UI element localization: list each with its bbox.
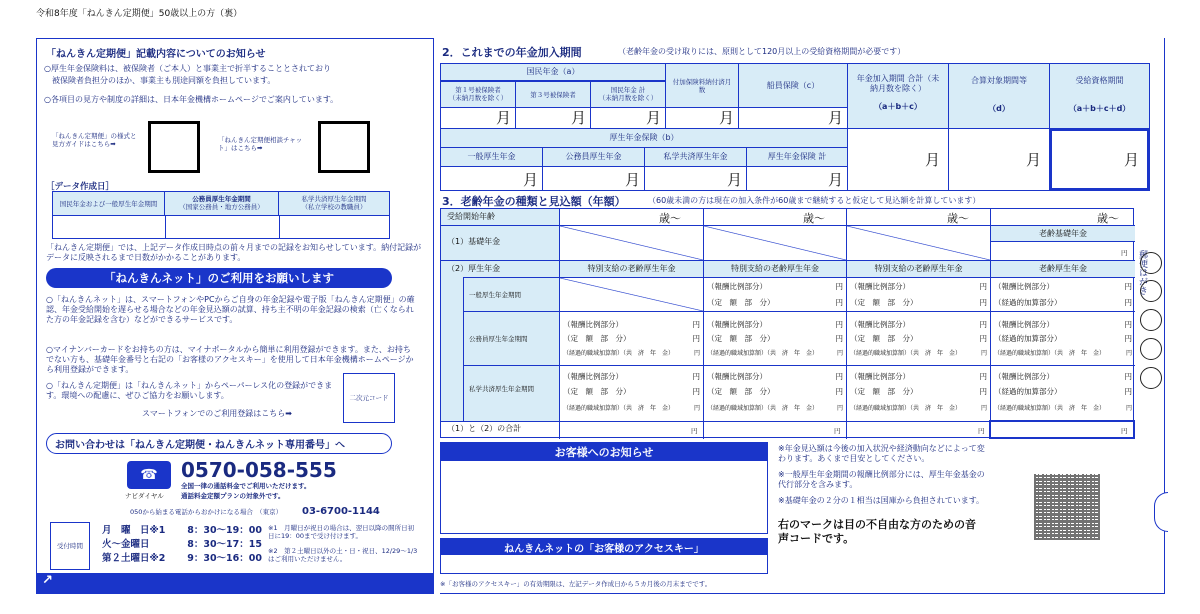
jukyu-header <box>1049 63 1150 129</box>
age-2: 歳〜 <box>803 212 825 225</box>
hosyu-label: （報酬比例部分） <box>707 372 767 381</box>
tokubetsu-3: 特別支給の老齢厚生年金 <box>847 261 990 277</box>
sec3-sub: （60歳未満の方は現在の加入条件が60歳まで継続すると仮定して見込額を計算しています） <box>648 196 981 205</box>
hours-row <box>102 552 262 566</box>
shigaku-keika-2 <box>704 403 846 412</box>
yen-label: 円 <box>979 387 987 396</box>
remark-2: ※一般厚生年金期間の報酬比例部分には、厚生年金基金の代行部分を含みます。 <box>778 470 985 489</box>
data-date-table <box>52 191 390 239</box>
shigaku-hosyu-2 <box>704 371 846 382</box>
hours-foot1: ※1 月曜日が祝日の場合は、翌日以降の開所日初日に19：00まで受け付けます。 <box>268 524 415 540</box>
shigaku-teigaku-1 <box>560 386 703 397</box>
hours-time: 9：30〜16：00 <box>187 553 262 564</box>
hosyu-label: （報酬比例部分） <box>994 320 1054 329</box>
komuin-keika-3 <box>847 348 990 357</box>
shigaku-teigaku-3 <box>847 386 990 397</box>
keika-kasan-label: （経過的加算部分） <box>994 334 1062 343</box>
net-p3-link[interactable]: スマートフォンでのご利用登録はこちら➡ <box>142 409 292 418</box>
yen-label: 円 <box>979 334 987 343</box>
notice-line2: 被保険者負担分のほか、事業主も別途同額を負担しています。 <box>44 76 276 85</box>
net-code-label: 二次元コード <box>349 394 389 402</box>
komuin-teigaku-1 <box>560 333 703 344</box>
komuin-teigaku-2 <box>704 333 846 344</box>
yen-label: 円 <box>692 334 700 343</box>
g1-value: 月 <box>440 166 543 191</box>
hours-day: 月 曜 日※1 <box>102 525 166 536</box>
sum-label: （1）と（2）の合計 <box>447 424 522 433</box>
yen-label: 円 <box>980 405 987 412</box>
gassan-label: 合算対象期間等 <box>971 76 1027 85</box>
kiso-label: （1）基礎年金 <box>447 237 501 246</box>
keika-label: （経過的職域加算額）（共 済 年 金） <box>707 350 819 357</box>
jukyu-value: 月 <box>1049 128 1150 191</box>
navi-dial-icon: ☎ <box>127 461 171 489</box>
data-date-col2: 公務員厚生年金期間 <box>192 195 251 203</box>
k1-sub: （未納月数を除く） <box>448 94 508 102</box>
yen-label: 円 <box>1124 298 1132 307</box>
komuin-label: 公務員厚生年金期間 <box>469 335 528 343</box>
shigaku-hosyu-1 <box>560 371 703 382</box>
senin-value: 月 <box>738 107 848 129</box>
keika-label: （経過的職域加算額）（共 済 年 金） <box>563 405 675 412</box>
fuka-value: 月 <box>665 107 739 129</box>
ippan-hosyu-2 <box>704 281 846 292</box>
k3-value: 月 <box>515 107 591 129</box>
age-3: 歳〜 <box>947 212 969 225</box>
contact-heading: お問い合わせは「ねんきん定期便・ねんきんネット専用番号」へ <box>46 433 392 454</box>
contact-note2: 通話料金定額プランの対象外です。 <box>181 492 285 500</box>
contact-alt-label: 050から始まる電話からおかけになる場合 （東京） <box>130 508 283 516</box>
data-date-col3-cell <box>279 192 389 216</box>
yen-label: 円 <box>836 350 843 357</box>
divider <box>463 365 1135 366</box>
shigaku-kasan-4 <box>991 386 1135 397</box>
arrow-icon: ↗ <box>36 573 434 594</box>
data-date-col2-sub: （国家公務員・地方公務員） <box>179 203 264 211</box>
hosyu-label: （報酬比例部分） <box>563 320 623 329</box>
yen-label: 円 <box>692 387 700 396</box>
g3-header: 私学共済厚生年金 <box>644 147 747 167</box>
yen-label: 円 <box>835 372 843 381</box>
punch-circle <box>1140 367 1162 389</box>
g2-header: 公務員厚生年金 <box>542 147 645 167</box>
yen-label: 円 <box>692 372 700 381</box>
voice-code-note: 右のマークは目の不自由な方のための音声コードです。 <box>778 518 976 545</box>
ippan-keika-4 <box>991 297 1135 308</box>
keika-label: （経過的職域加算額）（共 済 年 金） <box>850 350 962 357</box>
sum-yen-2: 円 <box>834 427 841 435</box>
hosyu-label: （報酬比例部分） <box>994 282 1054 291</box>
komuin-teigaku-3 <box>847 333 990 344</box>
shigaku-keika-3 <box>847 403 990 412</box>
yen-label: 円 <box>1124 334 1132 343</box>
yen-label: 円 <box>1124 372 1132 381</box>
teigaku-label: （定 額 部 分） <box>850 298 918 307</box>
data-date-heading: ［データ作成日］ <box>46 182 115 192</box>
yen-label: 円 <box>836 405 843 412</box>
net-banner: 「ねんきんネット」のご利用をお願いします <box>46 268 392 288</box>
edge-notch <box>1154 492 1168 532</box>
hosyu-label: （報酬比例部分） <box>707 282 767 291</box>
page-header: 令和8年度「ねんきん定期便」50歳以上の方（裏） <box>36 9 243 19</box>
hosyu-label: （報酬比例部分） <box>707 320 767 329</box>
rourei-kiso-label: 老齢基礎年金 <box>991 226 1135 242</box>
yen-label: 円 <box>693 405 700 412</box>
k1-label: 第１号被保険者 <box>455 86 501 94</box>
period-table <box>440 63 1150 191</box>
g1-header: 一般厚生年金 <box>440 147 543 167</box>
komuin-keika-2 <box>704 348 846 357</box>
ippan-teigaku-2 <box>704 297 846 308</box>
komuin-keika-1 <box>560 348 703 357</box>
shigaku-keika-1 <box>560 403 703 412</box>
teigaku-label: （定 額 部 分） <box>563 334 631 343</box>
teigaku-label: （定 額 部 分） <box>850 387 918 396</box>
data-date-note: 「ねんきん定期便」では、上記データ作成日時点の前々月までの記録をお知らせしています。納付記録がデータに反映されるまで日数がかかることがあります。 <box>46 243 422 262</box>
teigaku-label: （定 額 部 分） <box>707 387 775 396</box>
shigaku-label: 私学共済厚生年金期間 <box>469 385 534 393</box>
voice-code <box>1034 474 1100 540</box>
hours-day: 火〜金曜日 <box>102 539 150 550</box>
kiso-slash-3 <box>847 226 990 260</box>
net-code-box[interactable] <box>343 373 395 423</box>
sum-yen-4: 円 <box>1121 427 1128 435</box>
kiso-yen: 円 <box>1121 249 1128 257</box>
sec2-sub: （老齢年金の受け取りには、原則として120月以上の受給資格期間が必要です） <box>618 47 906 56</box>
k3-header: 第３号被保険者 <box>515 81 591 108</box>
fuka-header: 付加保険料納付済月数 <box>665 63 739 108</box>
remark-3: ※基礎年金の２分の１相当は国庫から負担されています。 <box>778 496 985 505</box>
ippan-slash <box>560 278 703 311</box>
kosei-header: 厚生年金保険（b） <box>440 128 848 148</box>
yen-label: 円 <box>979 298 987 307</box>
navi-label: ナビダイヤル <box>125 492 164 500</box>
yen-label: 円 <box>980 350 987 357</box>
total-formula: （a＋b＋c） <box>874 102 922 111</box>
keika-kasan-label: （経過的加算部分） <box>994 298 1062 307</box>
hours-time: 8：30〜17：15 <box>187 539 262 550</box>
access-key-title: ねんきんネットの「お客様のアクセスキー」 <box>441 539 767 555</box>
contact-phone[interactable]: 0570-058-555 <box>181 458 337 482</box>
shigaku-hosyu-3 <box>847 371 990 382</box>
net-p1: ○「ねんきんネット」は、スマートフォンやPCからご自身の年金記録や電子版「ねんきん定期便」の確認、年金受給開始を遅らせる場合などの年金見込額の試算、持ち主不明の年金記録の検索（亡くなられた方の年金記録を含む）などができるサービスです。 <box>46 295 415 324</box>
hosyu-label: （報酬比例部分） <box>994 372 1054 381</box>
komuin-kasan-4 <box>991 333 1135 344</box>
k1-header <box>440 81 516 108</box>
sum-yen-1: 円 <box>691 427 698 435</box>
customer-notice-title: お客様へのお知らせ <box>441 443 767 461</box>
divider <box>463 277 464 421</box>
hours-row <box>102 538 262 552</box>
access-key-note: ※「お客様のアクセスキー」の有効期限は、左記データ作成日から５カ月後の月末までです。 <box>440 580 712 588</box>
hours-label: 受付時間 <box>50 522 90 570</box>
qr2-label: 「ねんきん定期便相談チャット」はこちら➡ <box>218 136 303 152</box>
komuin-hosyu-3 <box>847 319 990 330</box>
teigaku-label: （定 額 部 分） <box>707 334 775 343</box>
data-date-col3: 私学共済厚生年金期間 <box>301 195 367 203</box>
contact-note1: 全国一律の通話料金でご利用いただけます。 <box>181 482 311 490</box>
keika-label: （経過的職域加算額）（共 済 年 金） <box>994 405 1106 412</box>
sum-yen-3: 円 <box>978 427 985 435</box>
kt-header <box>590 81 666 108</box>
kt-label: 国民年金 計 <box>610 86 646 94</box>
keika-label: （経過的職域加算額）（共 済 年 金） <box>994 350 1106 357</box>
jukyu-formula: （a＋b＋c＋d） <box>1068 104 1131 113</box>
start-age-label: 受給開始年齢 <box>447 212 495 221</box>
hosyu-label: （報酬比例部分） <box>850 372 910 381</box>
chat-qr-code[interactable] <box>318 121 370 173</box>
estimate-table <box>440 208 1134 438</box>
senin-header: 船員保険（c） <box>738 63 848 108</box>
kt-sub: （未納月数を除く） <box>598 94 658 102</box>
hours-day: 第２土曜日※2 <box>102 553 166 564</box>
yen-label: 円 <box>835 298 843 307</box>
yen-label: 円 <box>979 372 987 381</box>
hours-row <box>102 524 262 538</box>
gassan-header <box>948 63 1050 129</box>
kt-value: 月 <box>590 107 666 129</box>
punch-circle <box>1140 280 1162 302</box>
shigaku-teigaku-2 <box>704 386 846 397</box>
kokumin-header: 国民年金（a） <box>440 63 666 81</box>
notice-line1: ○厚生年金保険料は、被保険者（ご本人）と事業主で折半することとされており <box>44 64 331 73</box>
rourei-kosei-label: 老齢厚生年金 <box>991 261 1135 277</box>
ippan-hosyu-3 <box>847 281 990 292</box>
komuin-hosyu-2 <box>704 319 846 330</box>
hosyu-label: （報酬比例部分） <box>850 320 910 329</box>
hours-time: 8：30〜19：00 <box>187 525 262 536</box>
divider <box>279 216 280 238</box>
k1-value: 月 <box>440 107 516 129</box>
ippan-label: 一般厚生年金期間 <box>469 291 521 299</box>
yen-label: 円 <box>1124 320 1132 329</box>
yen-label: 円 <box>692 320 700 329</box>
yen-label: 円 <box>835 282 843 291</box>
g4-header: 厚生年金保険 計 <box>746 147 848 167</box>
ippan-hosyu-4 <box>991 281 1135 292</box>
gassan-value: 月 <box>948 128 1050 191</box>
shigaku-keika-4 <box>991 403 1135 412</box>
yen-label: 円 <box>835 334 843 343</box>
sec3-title: 3．老齢年金の種類と見込額（年額） <box>442 195 626 208</box>
g3-value: 月 <box>644 166 747 191</box>
age-4: 歳〜 <box>1097 212 1119 225</box>
shigaku-hosyu-4 <box>991 371 1135 382</box>
gassan-formula: （d） <box>988 104 1010 113</box>
keika-kasan-label: （経過的加算部分） <box>994 387 1062 396</box>
net-p3: ○「ねんきん定期便」は「ねんきんネット」からペーパーレス化の登録ができます。環境への配慮に、ぜひご協力をお願いします。 <box>46 381 333 400</box>
teigaku-label: （定 額 部 分） <box>563 387 631 396</box>
keika-label: （経過的職域加算額）（共 済 年 金） <box>850 405 962 412</box>
data-date-col2-cell <box>165 192 279 216</box>
notice-heading: 「ねんきん定期便」記載内容についてのお知らせ <box>46 49 266 60</box>
yen-label: 円 <box>1124 282 1132 291</box>
kiso-slash-1 <box>560 226 703 260</box>
hours-foot2: ※2 第２土曜日以外の土・日・祝日、12/29〜1/3はご利用いただけません。 <box>268 547 418 563</box>
data-date-col1: 国民年金および一般厚生年金期間 <box>53 192 165 216</box>
komuin-keika-4 <box>991 348 1135 357</box>
yen-label: 円 <box>835 387 843 396</box>
net-p2: ○マイナンバーカードをお持ちの方は、マイナポータルから簡単に利用登録ができます。また、お持ちでない方も、基礎年金番号と右記の「お客様のアクセスキー」を使用して日本年金機構ホームページから利用登録ができます。 <box>46 345 414 374</box>
contact-alt-phone[interactable]: 03-6700-1144 <box>302 506 380 517</box>
hosyu-label: （報酬比例部分） <box>563 372 623 381</box>
notice-line3: ○各項目の見方や制度の詳細は、日本年金機構ホームページでご案内しています。 <box>44 95 339 104</box>
teigaku-label: （定 額 部 分） <box>707 298 775 307</box>
yen-label: 円 <box>1125 405 1132 412</box>
yen-label: 円 <box>979 320 987 329</box>
tokubetsu-1: 特別支給の老齢厚生年金 <box>560 261 703 277</box>
kosei-label: （2）厚生年金 <box>447 264 501 273</box>
yen-label: 円 <box>835 320 843 329</box>
data-date-col3-sub: （私立学校の教職員） <box>301 203 367 211</box>
g2-value: 月 <box>542 166 645 191</box>
kiso-slash-2 <box>704 226 846 260</box>
yen-label: 円 <box>1125 350 1132 357</box>
komuin-hosyu-1 <box>560 319 703 330</box>
remark-1: ※年金見込額は今後の加入状況や経済動向などによって変わります。あくまで目安としてください。 <box>778 444 985 463</box>
yen-label: 円 <box>979 282 987 291</box>
customer-notice-box <box>440 442 768 534</box>
tokubetsu-2: 特別支給の老齢厚生年金 <box>704 261 846 277</box>
komuin-hosyu-4 <box>991 319 1135 330</box>
qr1-label: 「ねんきん定期便」の様式と見方ガイドはこちら➡ <box>52 132 137 148</box>
yen-label: 円 <box>693 350 700 357</box>
total-header <box>847 63 949 129</box>
ippan-teigaku-3 <box>847 297 990 308</box>
sum-total-box <box>989 420 1135 439</box>
divider <box>463 311 1135 312</box>
punch-circle <box>1140 338 1162 360</box>
total-value: 月 <box>847 128 949 191</box>
guide-qr-code[interactable] <box>148 121 200 173</box>
divider <box>165 216 166 238</box>
sec2-title: 2．これまでの年金加入期間 <box>442 46 582 59</box>
keika-label: （経過的職域加算額）（共 済 年 金） <box>707 405 819 412</box>
hosyu-label: （報酬比例部分） <box>850 282 910 291</box>
teigaku-label: （定 額 部 分） <box>850 334 918 343</box>
age-1: 歳〜 <box>659 212 681 225</box>
keika-label: （経過的職域加算額）（共 済 年 金） <box>563 350 675 357</box>
access-key-box <box>440 538 768 574</box>
jukyu-label: 受給資格期間 <box>1075 76 1124 85</box>
fold-label: 郵便はがき <box>1137 250 1147 295</box>
hours-list <box>102 524 262 566</box>
punch-circle <box>1140 252 1162 274</box>
total-label: 年金加入期間 合計（未納月数を除く） <box>856 74 940 93</box>
punch-circle <box>1140 309 1162 331</box>
g4-value: 月 <box>746 166 848 191</box>
yen-label: 円 <box>1124 387 1132 396</box>
